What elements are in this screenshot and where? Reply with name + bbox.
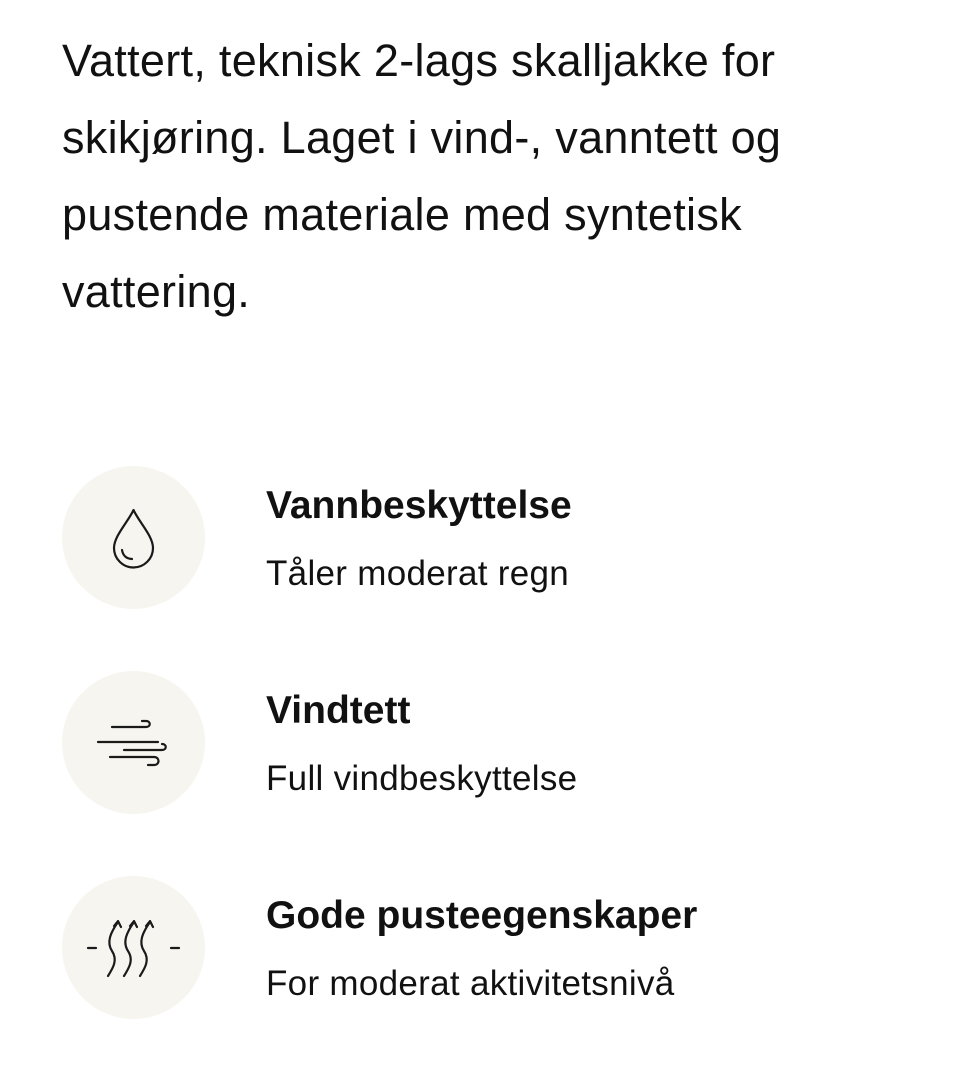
feature-subtitle: Tåler moderat regn	[266, 554, 570, 593]
feature-title: Gode pusteegenskaper	[266, 894, 698, 937]
feature-title: Vannbeskyttelse	[266, 484, 572, 527]
feature-subtitle: For moderat aktivitetsnivå	[266, 964, 675, 1003]
feature-subtitle: Full vindbeskyttelse	[266, 759, 578, 798]
feature-title: Vindtett	[266, 689, 411, 732]
feature-item-breathability	[62, 876, 922, 1020]
feature-item-water-protection	[62, 466, 922, 610]
breathability-icon	[62, 876, 205, 1019]
feature-item-windproof	[62, 671, 922, 815]
product-description: Vattert, teknisk 2-lags skalljakke for skikjøring. Laget i vind-, vanntett og pustende materiale med syntetisk vattering.	[62, 35, 782, 317]
water-drop-icon	[62, 466, 205, 609]
wind-icon	[62, 671, 205, 814]
